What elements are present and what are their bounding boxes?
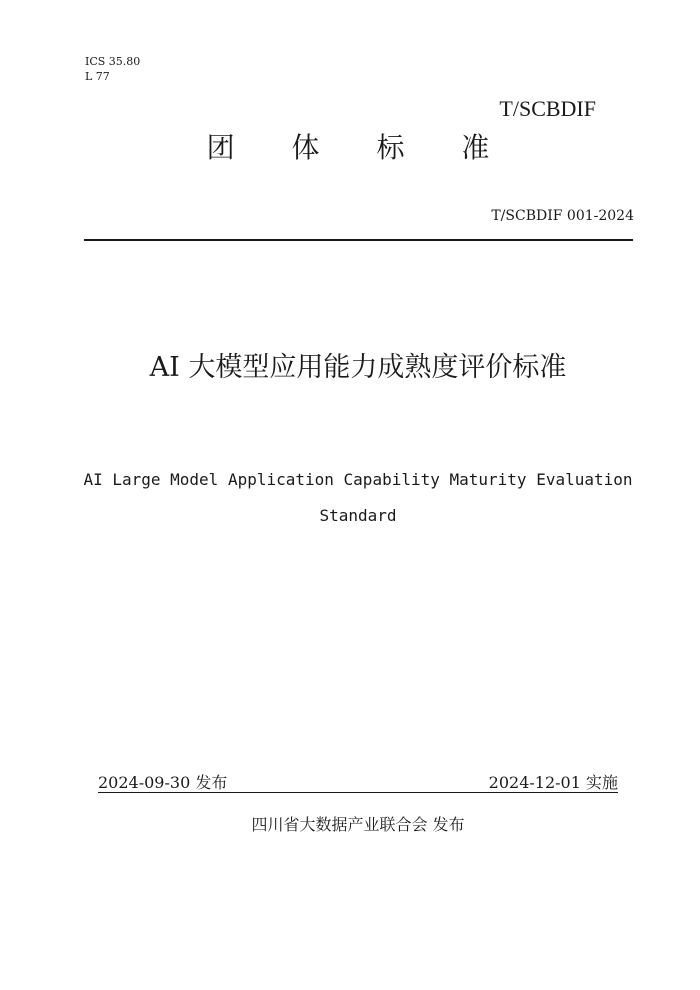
english-title-line-2: Standard xyxy=(319,506,397,525)
header-divider xyxy=(84,239,633,241)
standard-code: T/SCBDIF xyxy=(499,96,596,121)
ccs-code: L 77 xyxy=(85,70,110,83)
publisher: 四川省大数据产业联合会 发布 xyxy=(251,815,465,834)
classification-codes xyxy=(85,54,140,84)
standard-type-title: 团 体 标 准 xyxy=(206,131,514,164)
publish-date: 2024-09-30 发布 xyxy=(98,773,228,792)
effective-date: 2024-12-01 实施 xyxy=(488,773,618,792)
english-title-line-1: AI Large Model Application Capability Maturity Evaluation xyxy=(83,470,633,489)
standard-number: T/SCBDIF 001-2024 xyxy=(491,208,634,224)
document-title-chinese: AI 大模型应用能力成熟度评价标准 xyxy=(149,352,567,383)
document-title-english xyxy=(0,462,700,534)
date-row xyxy=(98,770,618,793)
ics-code: ICS 35.80 xyxy=(85,55,141,68)
